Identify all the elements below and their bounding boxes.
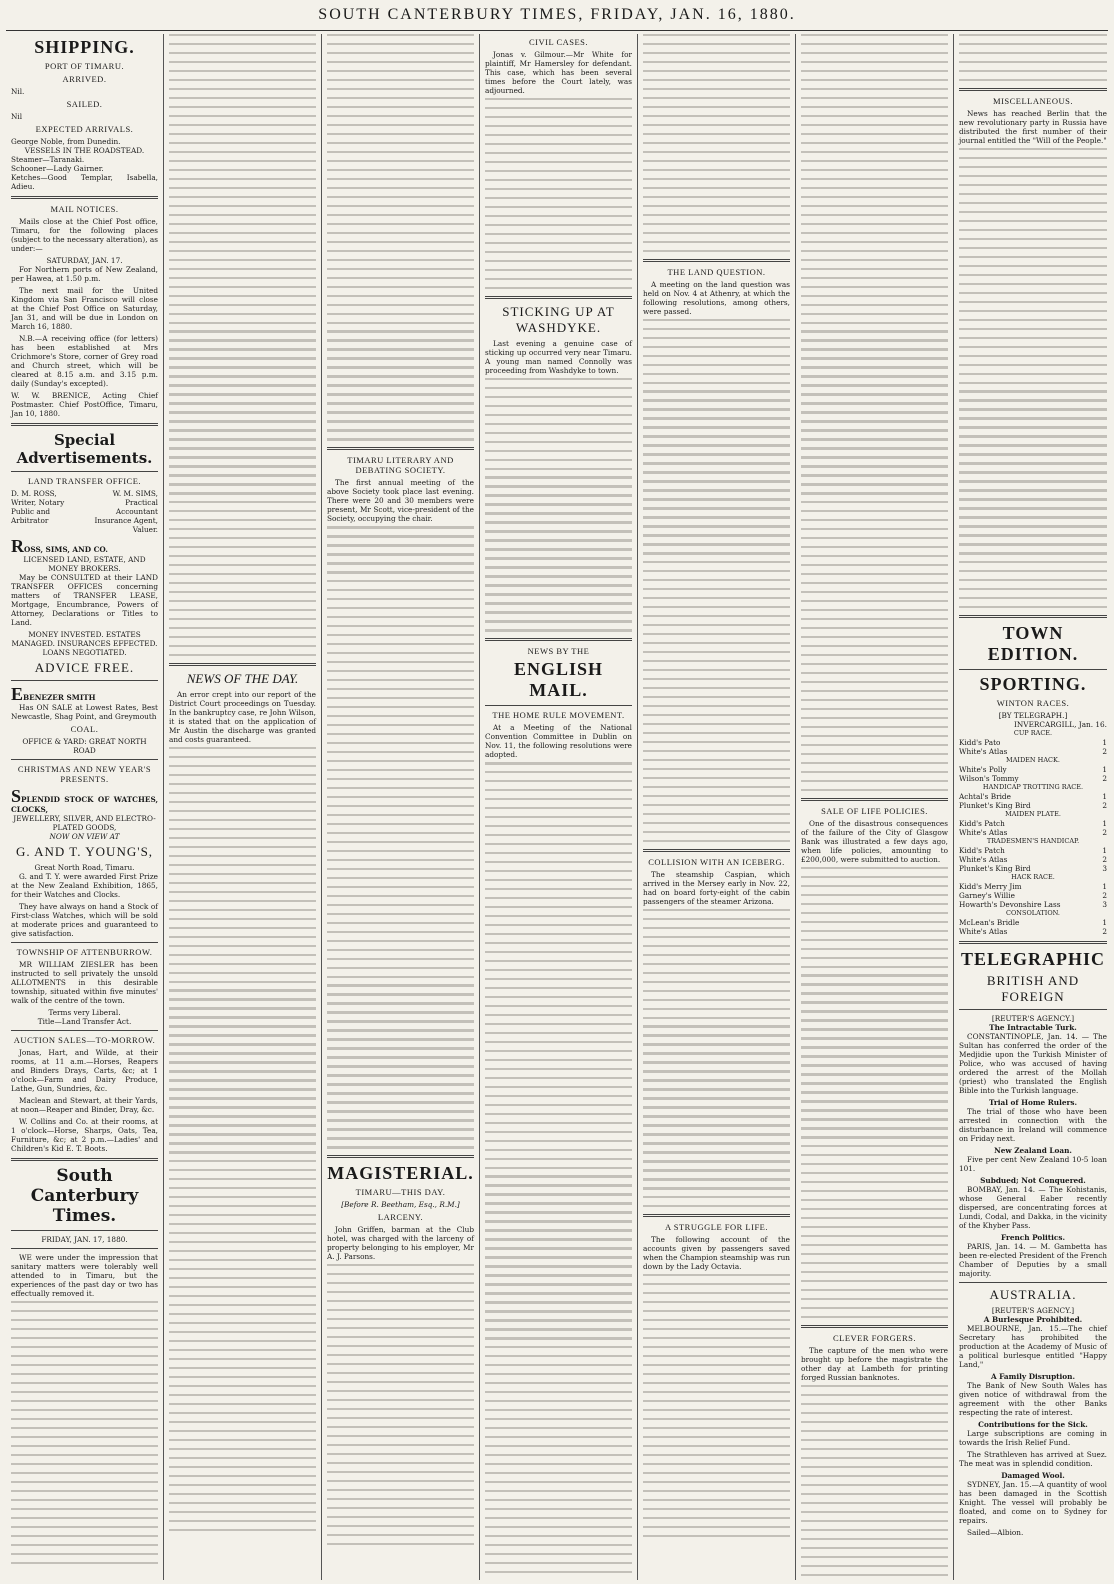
english-mail-title: ENGLISH MAIL. xyxy=(513,659,604,701)
advice-free: ADVICE FREE. xyxy=(34,660,135,675)
dropcap: S xyxy=(11,786,22,806)
divider xyxy=(485,638,632,641)
divider xyxy=(959,1009,1107,1010)
news-of-the-day-title: NEWS OF THE DAY. xyxy=(186,670,299,686)
column-2 xyxy=(164,34,322,1580)
sporting-title: SPORTING. xyxy=(979,674,1087,695)
mail-para: For Northern ports of New Zealand, per Hawea, at 1.50 p.m. xyxy=(11,265,158,283)
forgers-first: The capture of the men who were brought up before the magistrate the other day at Lambeth for printing forged Russian banknotes. xyxy=(801,1345,948,1382)
horse-name: Wilson's Tommy xyxy=(959,774,1019,784)
race-result-row xyxy=(959,792,1107,801)
race-section-title: HANDICAP TROTTING RACE. xyxy=(982,783,1084,792)
horse-name: Kidd's Merry Jim xyxy=(959,882,1022,892)
horse-name: Achtal's Bride xyxy=(959,792,1011,802)
arrived-label: ARRIVED. xyxy=(62,74,107,84)
paper-date: FRIDAY, JAN. 17, 1880. xyxy=(41,1235,128,1244)
winton-races: WINTON RACES. xyxy=(996,698,1070,709)
horse-name: White's Atlas xyxy=(959,747,1008,757)
placing: 1 xyxy=(1102,819,1107,829)
magisterial-before: [Before R. Beetham, Esq., R.M.] xyxy=(341,1200,460,1210)
race-result-row xyxy=(959,864,1107,873)
race-result-row xyxy=(959,738,1107,747)
ross-body: May be CONSULTED at their LAND TRANSFER OFFICES concerning matters of TRANSFER LEASE, Mortgage, Encumbrance, Powers of Attorney, Declarations or Titles to Land. xyxy=(11,573,158,627)
column-4 xyxy=(480,34,638,1580)
article-text-filler xyxy=(169,34,316,656)
horse-name: Garney's Willie xyxy=(959,891,1015,901)
nz-loan-body: Five per cent New Zealand 10-5 loan 101. xyxy=(959,1155,1107,1174)
by-telegraph: [BY TELEGRAPH.] xyxy=(998,711,1068,721)
race-result-row xyxy=(959,855,1107,864)
divider xyxy=(11,1030,158,1031)
race-section-title: CUP RACE. xyxy=(1013,729,1053,738)
auction-title: AUCTION SALES—TO-MORROW. xyxy=(13,1035,156,1045)
article-text-filler xyxy=(959,34,1107,81)
forgers-title: CLEVER FORGERS. xyxy=(832,1332,917,1343)
placing: 1 xyxy=(1102,792,1107,802)
paper-title: South Canterbury Times. xyxy=(30,1166,139,1226)
column-1 xyxy=(6,34,164,1580)
telegraphic-title: TELEGRAPHIC xyxy=(960,949,1106,970)
article-text-filler xyxy=(801,34,948,791)
mail-para: The next mail for the United Kingdom via San Francisco will close at the Chief Post Office on Saturday, Jan 31, and will be due in London on March 16, 1880. xyxy=(11,286,158,331)
horse-name: McLean's Bridle xyxy=(959,918,1020,928)
placing: 1 xyxy=(1102,882,1107,892)
larceny-label: LARCENY. xyxy=(377,1212,424,1223)
reuters-agency: [REUTER'S AGENCY.] xyxy=(991,1014,1075,1024)
expected-line: VESSELS IN THE ROADSTEAD. xyxy=(24,146,145,155)
family-heading: A Family Disruption. xyxy=(990,1372,1076,1382)
divider xyxy=(11,423,158,426)
young-name: G. AND T. YOUNG'S, xyxy=(15,844,154,859)
wool-body: SYDNEY, Jan. 15.—A quantity of wool has been damaged in the Scottish Knight. The vessel will probably be floated, and come on to Sydney for repairs. xyxy=(959,1480,1107,1526)
arrived-value: Nil. xyxy=(11,87,25,96)
strathleven: The Strathleven has arrived at Suez. The meat was in splendid condition. xyxy=(959,1450,1107,1469)
expected-line: Schooner—Lady Gairner. xyxy=(11,164,104,173)
washdyke-title: STICKING UP AT WASHDYKE. xyxy=(502,303,615,335)
dropcap: E xyxy=(11,684,24,704)
struggle-first: The following account of the accounts given by passengers saved when the Champion steamship was run down by the Lady Octavia. xyxy=(643,1235,790,1272)
masthead: SOUTH CANTERBURY TIMES, FRIDAY, JAN. 16, 1880. xyxy=(6,0,1108,31)
race-result-row xyxy=(959,828,1107,837)
home-rule-first: At a Meeting of the National Convention Committee in Dublin on Nov. 11, the following resolutions were adopted. xyxy=(485,723,632,760)
land-left: D. M. ROSS, Writer, Notary Public and Arbitrator xyxy=(11,489,65,525)
dropcap: R xyxy=(11,536,24,556)
ross-heading xyxy=(11,537,158,555)
horse-name: White's Polly xyxy=(959,765,1007,775)
burlesque-heading: A Burlesque Prohibited. xyxy=(983,1315,1083,1325)
wool-heading: Damaged Wool. xyxy=(1001,1471,1065,1481)
divider xyxy=(801,798,948,801)
article-text-filler xyxy=(169,747,316,1531)
expected-label: EXPECTED ARRIVALS. xyxy=(35,124,134,134)
subdued-body: BOMBAY, Jan. 14. — The Kohistanis, whose General Eaber recently dispersed, are concentrating forces at Lundi, Codal, and Dakka, in the vicinity of the Khyber Pass. xyxy=(959,1185,1107,1231)
collision-first: The steamship Caspian, which arrived in the Mersey early in Nov. 22, had on board forty-eight of the cabin passengers of the steamer Arizona. xyxy=(643,869,790,906)
race-result-row xyxy=(959,891,1107,900)
divider xyxy=(485,296,632,299)
race-results xyxy=(959,729,1107,936)
race-section-title: TRADESMEN'S HANDICAP. xyxy=(986,837,1080,846)
article-text-filler xyxy=(485,378,632,632)
splendid-head-text: PLENDID STOCK OF WATCHES, CLOCKS, xyxy=(11,795,158,814)
sailed-albion: Sailed—Albion. xyxy=(967,1528,1024,1538)
collision-title: COLLISION WITH AN ICEBERG. xyxy=(648,856,785,867)
divider xyxy=(11,942,158,943)
placing: 2 xyxy=(1102,927,1107,937)
column-3 xyxy=(322,34,480,1580)
article-text-filler xyxy=(11,1301,158,1564)
article-text-filler xyxy=(327,526,474,1148)
news-first: An error crept into our report of the District Court proceedings on Tuesday. In the bankruptcy case, re John Wilson, it is stated that on the application of Mr Austin the discharge was granted and costs guaranteed. xyxy=(169,689,316,744)
magisterial-title: MAGISTERIAL. xyxy=(327,1163,474,1184)
divider xyxy=(11,196,158,199)
sale-first: One of the disastrous consequences of the failure of the City of Glasgow Bank was illustrated a few days ago, when life policies, amounting to £200,000, were submitted to auction. xyxy=(801,818,948,864)
horse-name: Kidd's Patch xyxy=(959,846,1005,856)
news-by-the: NEWS BY THE xyxy=(527,646,590,657)
horse-name: White's Atlas xyxy=(959,855,1008,865)
civil-first: Jonas v. Gilmour.—Mr White for plaintiff, Mr Hamersley for defendant. This case, which has been several times before the Court lately, was adjourned. xyxy=(485,50,632,95)
mail-para: Mails close at the Chief Post office, Timaru, for the following places (subject to the necessary alteration), as under:— xyxy=(11,217,158,253)
horse-name: Howarth's Devonshire Lass xyxy=(959,900,1061,910)
race-result-row xyxy=(959,900,1107,909)
horse-name: White's Atlas xyxy=(959,927,1008,937)
divider xyxy=(169,663,316,666)
smith-head-text: BENEZER SMITH xyxy=(23,693,96,702)
land-question-title: THE LAND QUESTION. xyxy=(667,266,766,277)
horse-name: Plunket's King Bird xyxy=(959,801,1031,811)
smith-heading xyxy=(11,685,158,703)
shipping-title: SHIPPING. xyxy=(34,37,135,57)
sailed-value: Nil xyxy=(11,112,23,121)
port-heading: PORT OF TIMARU. xyxy=(44,61,125,71)
placing: 2 xyxy=(1102,747,1107,757)
office-yard: OFFICE & YARD: GREAT NORTH ROAD xyxy=(22,737,147,755)
placing: 3 xyxy=(1102,864,1107,874)
land-question-first: A meeting on the land question was held on Nov. 4 at Athenry, at which the following resolutions, among others, were passed. xyxy=(643,279,790,316)
family-body: The Bank of New South Wales has given notice of withdrawal from the agreement with the other Banks respecting the rate of interest. xyxy=(959,1381,1107,1418)
article-text-filler xyxy=(485,762,632,1580)
coal: COAL. xyxy=(70,724,99,734)
sale-policies-title: SALE OF LIFE POLICIES. xyxy=(821,805,928,816)
expected-line: Steamer—Taranaki. xyxy=(11,155,85,164)
jewellery: JEWELLERY, SILVER, AND ELECTRO-PLATED GOODS, xyxy=(13,814,156,832)
expected-line: George Noble, from Dunedin. xyxy=(11,137,121,146)
sick-body: Large subscriptions are coming in towards the Irish Relief Fund. xyxy=(959,1429,1107,1448)
placing: 3 xyxy=(1102,900,1107,910)
land-transfer-names xyxy=(11,489,158,534)
zeisler-body: MR WILLIAM ZIESLER has been instructed to sell privately the unsold ALLOTMENTS in this desirable township, situated within five minutes' walk of the centre of the town. xyxy=(11,960,158,1005)
ross-sub: LICENSED LAND, ESTATE, AND MONEY BROKERS. xyxy=(23,555,146,573)
washdyke-first: Last evening a genuine case of sticking up occurred very near Timaru. A young man named Connolly was proceeding from Washdyke to town. xyxy=(485,338,632,375)
horse-name: White's Atlas xyxy=(959,828,1008,838)
civil-cases-label: CIVIL CASES. xyxy=(528,37,589,47)
article-text-filler xyxy=(643,1274,790,1537)
divider xyxy=(643,1214,790,1217)
column-6 xyxy=(796,34,954,1580)
intractable-body: CONSTANTINOPLE, Jan. 14. — The Sultan has conferred the order of the Medjidie upon the Turkish Minister of Police, who was accused of having ordered the arrest of the Mollah (priest) who translated the English Bible into the Turkish language. xyxy=(959,1032,1107,1096)
divider xyxy=(327,447,474,450)
struggle-title: A STRUGGLE FOR LIFE. xyxy=(664,1222,769,1233)
article-text-filler xyxy=(643,909,790,1208)
divider xyxy=(11,1248,158,1249)
race-section-title: HACK RACE. xyxy=(1011,873,1055,882)
smith-body: Has ON SALE at Lowest Rates, Best Newcastle, Shag Point, and Greymouth xyxy=(11,703,158,721)
mail-para: W. W. BRENICE, Acting Chief Postmaster. Chief PostOffice, Timaru, Jan 10, 1880. xyxy=(11,391,158,418)
french-body: PARIS, Jan. 14. — M. Gambetta has been re-elected President of the French Chamber of Deputies by a small majority. xyxy=(959,1242,1107,1279)
article-text-filler xyxy=(801,867,948,1319)
now-on-view: NOW ON VIEW AT xyxy=(49,832,120,841)
divider xyxy=(485,705,632,706)
terms: Terms very Liberal. xyxy=(48,1008,121,1017)
column-5 xyxy=(638,34,796,1580)
article-text-filler xyxy=(327,34,474,441)
column-7 xyxy=(954,34,1112,1580)
french-heading: French Politics. xyxy=(1000,1233,1066,1243)
sick-heading: Contributions for the Sick. xyxy=(978,1420,1088,1430)
race-result-row xyxy=(959,747,1107,756)
divider xyxy=(11,680,158,681)
special-advertisements-title: Special Advertisements. xyxy=(16,431,153,467)
race-result-row xyxy=(959,846,1107,855)
placing: 2 xyxy=(1102,891,1107,901)
horse-name: Kidd's Patch xyxy=(959,819,1005,829)
horse-name: Kidd's Pato xyxy=(959,738,1001,748)
divider xyxy=(327,1155,474,1158)
placing: 2 xyxy=(1102,774,1107,784)
auction-para: Jonas, Hart, and Wilde, at their rooms, at 11 a.m.—Horses, Reapers and Binders Drays, Carts, &c; at 1 o'clock—Farm and Dairy Produce, Lathe, Gun, Sundries, &c. xyxy=(11,1048,158,1093)
race-result-row xyxy=(959,774,1107,783)
land-transfer-title: LAND TRANSFER OFFICE. xyxy=(27,476,142,486)
divider xyxy=(959,669,1107,670)
xmas-heading: CHRISTMAS AND NEW YEAR'S PRESENTS. xyxy=(17,764,152,784)
young-address: Great North Road, Timaru. xyxy=(34,863,135,872)
mail-para: N.B.—A receiving office (for letters) has been established at Mrs Crichmore's Store, corner of Grey road and Church street, which will be cleared at 8.15 a.m. and 3.15 p.m. daily (Sunday's excepted). xyxy=(11,334,158,388)
race-section-title: MAIDEN PLATE. xyxy=(1005,810,1061,819)
intractable-heading: The Intractable Turk. xyxy=(989,1023,1077,1033)
article-text-filler xyxy=(643,319,790,842)
young-body: G. and T. Y. were awarded First Prize at the New Zealand Exhibition, 1865, for their Watches and Clocks. xyxy=(11,872,158,899)
race-section-title: CONSOLATION. xyxy=(1006,909,1060,918)
misc-first: News has reached Berlin that the new revolutionary party in Russia have distributed the first number of their journal entitled the "Will of the People." xyxy=(959,108,1107,145)
race-result-row xyxy=(959,819,1107,828)
divider xyxy=(801,1325,948,1328)
irish-body: The trial of those who have been arrested in connection with the disturbance in Ireland will commence on Friday next. xyxy=(959,1107,1107,1144)
expected-line: Ketches—Good Templar, Isabella, Adieu. xyxy=(11,173,158,191)
divider xyxy=(959,615,1107,618)
divider xyxy=(643,849,790,852)
splendid-heading xyxy=(11,787,158,814)
ross-head-text: OSS, SIMS, AND CO. xyxy=(24,545,108,554)
placing: 1 xyxy=(1102,765,1107,775)
placing: 2 xyxy=(1102,801,1107,811)
placing: 2 xyxy=(1102,855,1107,865)
horse-name: Plunket's King Bird xyxy=(959,864,1031,874)
placing: 1 xyxy=(1102,918,1107,928)
divider xyxy=(959,1282,1107,1283)
race-result-row xyxy=(959,927,1107,936)
divider xyxy=(643,259,790,262)
title-land: Title—Land Transfer Act. xyxy=(37,1017,132,1026)
literary-first: The first annual meeting of the above Society took place last evening. There were 20 and 30 members were present, Mr Scott, vice-president of the Society, occupying the chair. xyxy=(327,478,474,524)
article-text-filler xyxy=(485,98,632,289)
british-foreign: BRITISH AND FOREIGN xyxy=(986,973,1080,1005)
misc-title: MISCELLANEOUS. xyxy=(993,95,1073,106)
invercargill-dateline: INVERCARGILL, Jan. 16. xyxy=(1014,720,1107,730)
subdued-heading: Subdued; Not Conquered. xyxy=(980,1176,1086,1186)
sailed-label: SAILED. xyxy=(66,99,103,109)
magisterial-sub: TIMARU—THIS DAY. xyxy=(355,1187,446,1198)
race-section-title: MAIDEN HACK. xyxy=(1006,756,1060,765)
literary-title: TIMARU LITERARY AND DEBATING SOCIETY. xyxy=(347,455,454,476)
race-result-row xyxy=(959,918,1107,927)
larceny-first: John Griffen, barman at the Club hotel, was charged with the larceny of property belonging to his employer, Mr A. J. Parsons. xyxy=(327,1225,474,1262)
divider xyxy=(11,1230,158,1231)
race-result-row xyxy=(959,801,1107,810)
placing: 2 xyxy=(1102,828,1107,838)
placing: 1 xyxy=(1102,738,1107,748)
article-text-filler xyxy=(801,1385,948,1580)
article-text-filler xyxy=(643,34,790,252)
race-result-row xyxy=(959,765,1107,774)
mail-para: SATURDAY, JAN. 17. xyxy=(46,256,123,265)
leader-first: WE were under the impression that sanitary matters were tolerably well attended to in Timaru, but the experiences of the past day or two has effectually removed it. xyxy=(11,1253,158,1298)
race-result-row xyxy=(959,882,1107,891)
home-rule-title: THE HOME RULE MOVEMENT. xyxy=(492,710,625,721)
burlesque-body: MELBOURNE, Jan. 15.—The chief Secretary has prohibited the production at the Academy of Music of a political burlesque entitled "Happy Land," xyxy=(959,1324,1107,1370)
columns xyxy=(6,34,1108,1580)
young-body-2: They have always on hand a Stock of First-class Watches, which will be sold at moderate prices and guaranteed to give satisfaction. xyxy=(11,902,158,938)
nz-loan-heading: New Zealand Loan. xyxy=(994,1146,1072,1156)
town-edition-title: TOWN EDITION. xyxy=(987,623,1079,665)
auction-para: Maclean and Stewart, at their Yards, at noon—Reaper and Binder, Dray, &c. xyxy=(11,1096,158,1114)
divider xyxy=(11,471,158,472)
article-text-filler xyxy=(959,148,1107,609)
reuters-agency-2: [REUTER'S AGENCY.] xyxy=(991,1306,1075,1316)
land-right: W. M. SIMS, Practical Accountant Insurance Agent, Valuer. xyxy=(94,489,158,534)
ross-money: MONEY INVESTED. ESTATES MANAGED. INSURANCES EFFECTED. LOANS NEGOTIATED. xyxy=(11,630,158,657)
mail-notices-title: MAIL NOTICES. xyxy=(50,204,119,214)
divider xyxy=(11,759,158,760)
irish-heading: Trial of Home Rulers. xyxy=(988,1098,1078,1108)
divider xyxy=(959,941,1107,944)
divider xyxy=(11,1158,158,1161)
article-text-filler xyxy=(327,1264,474,1545)
placing: 1 xyxy=(1102,846,1107,856)
auction-para: W. Collins and Co. at their rooms, at 1 o'clock—Horse, Sharps, Oats, Tea, Furniture, &c; at 2 p.m.—Ladies' and Children's Kid E. T. Boots. xyxy=(11,1117,158,1153)
australia-title: AUSTRALIA. xyxy=(989,1287,1077,1303)
divider xyxy=(959,88,1107,91)
township-title: TOWNSHIP OF ATTENBURROW. xyxy=(16,947,153,957)
